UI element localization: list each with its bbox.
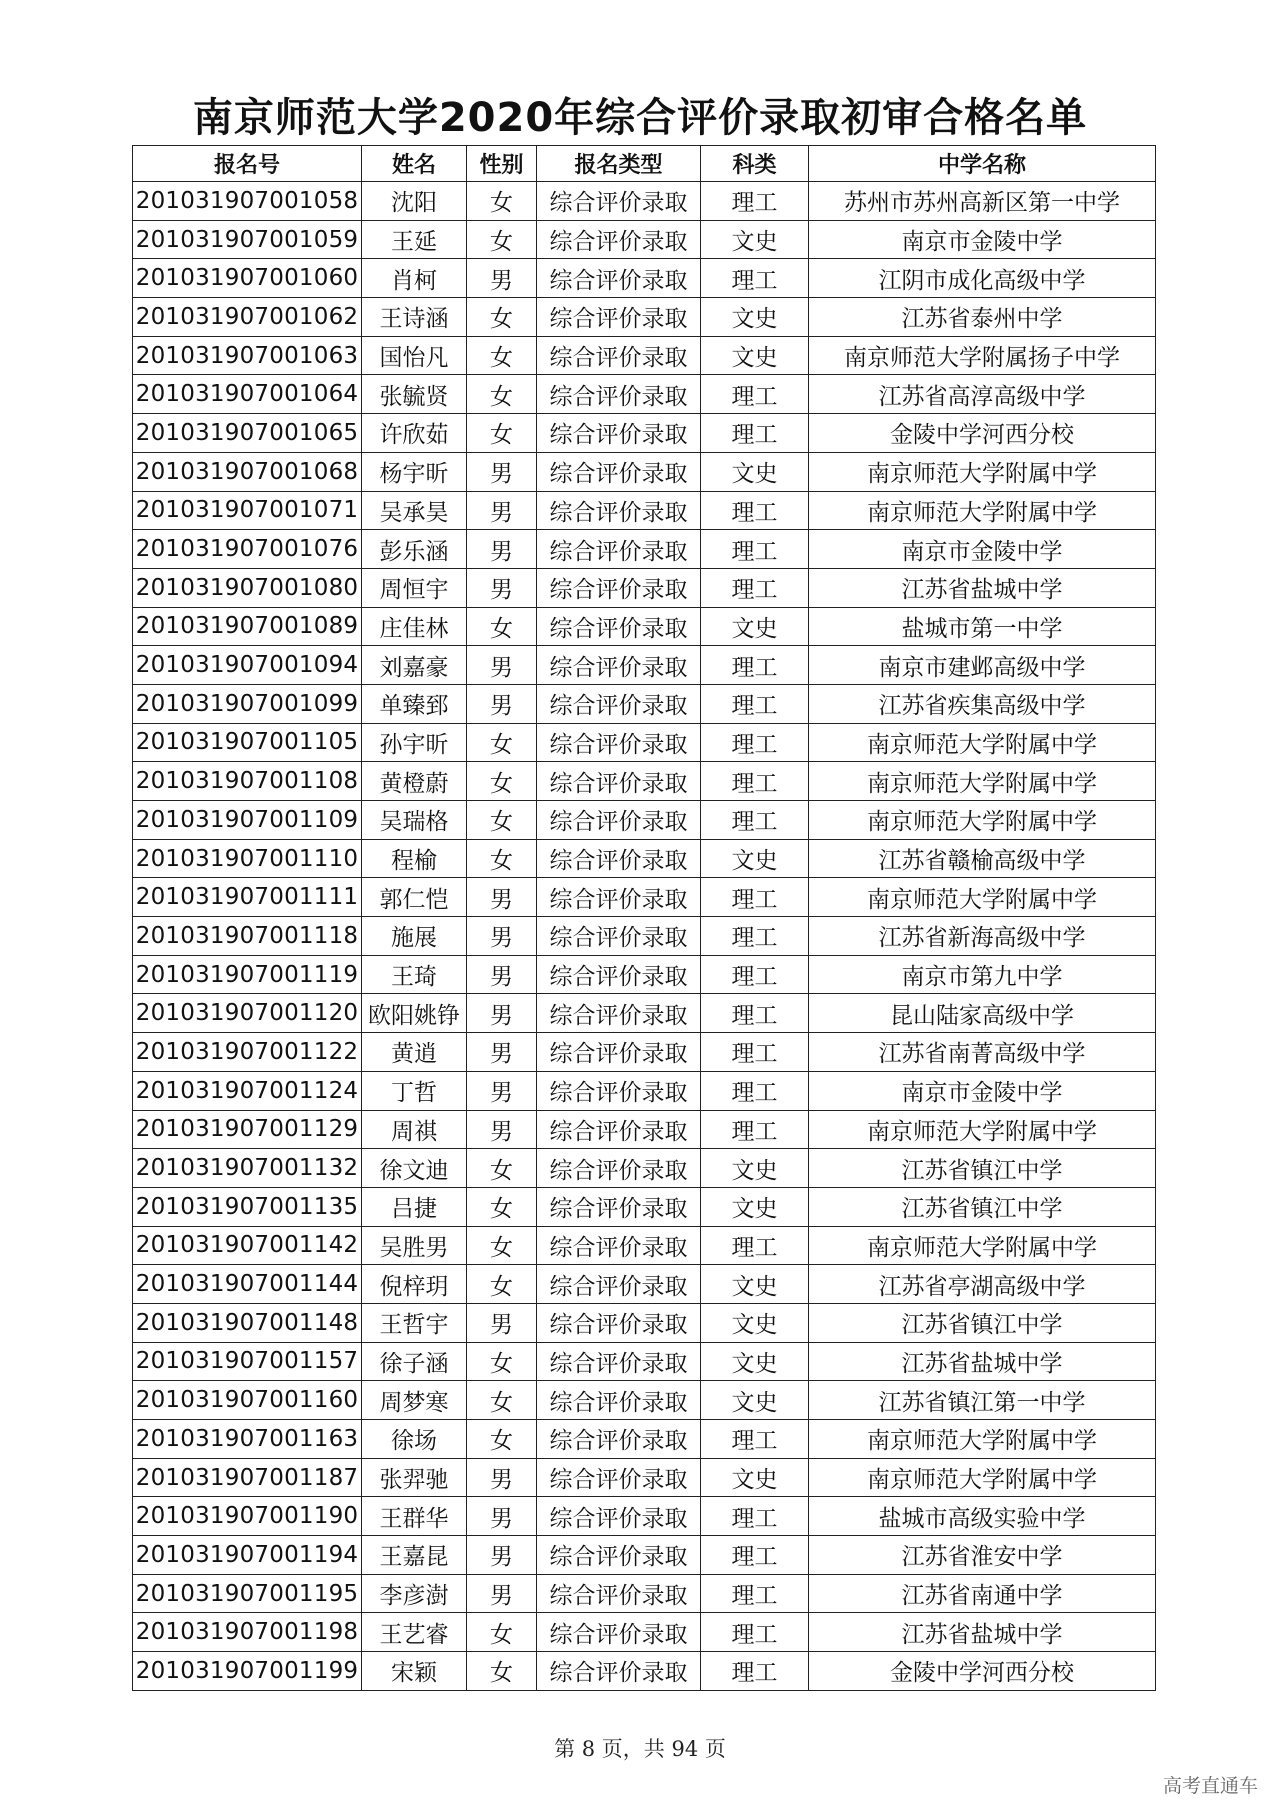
cell-gender: 男 <box>467 994 537 1033</box>
cell-subject-category: 理工 <box>701 994 809 1033</box>
cell-gender: 女 <box>467 298 537 337</box>
table-row <box>133 414 1156 453</box>
table-row <box>133 917 1156 956</box>
cell-application-type: 综合评价录取 <box>537 646 701 685</box>
cell-application-type: 综合评价录取 <box>537 1265 701 1304</box>
header-application-type: 报名类型 <box>537 146 701 182</box>
cell-application-type: 综合评价录取 <box>537 878 701 917</box>
table-row <box>133 491 1156 530</box>
cell-school-name: 江苏省疾集高级中学 <box>809 684 1156 723</box>
cell-registration-number: 201031907001129 <box>133 1110 362 1149</box>
cell-registration-number: 201031907001157 <box>133 1342 362 1381</box>
page-number: 第 8 页，共 94 页 <box>554 1737 726 1761</box>
cell-registration-number: 201031907001060 <box>133 259 362 298</box>
cell-application-type: 综合评价录取 <box>537 684 701 723</box>
cell-registration-number: 201031907001198 <box>133 1613 362 1652</box>
cell-subject-category: 文史 <box>701 1342 809 1381</box>
cell-school-name: 南京师范大学附属中学 <box>809 762 1156 801</box>
cell-school-name: 南京师范大学附属中学 <box>809 452 1156 491</box>
table-row <box>133 1071 1156 1110</box>
cell-school-name: 南京师范大学附属扬子中学 <box>809 336 1156 375</box>
cell-application-type: 综合评价录取 <box>537 298 701 337</box>
cell-name: 周梦寒 <box>362 1381 467 1420</box>
cell-name: 王延 <box>362 220 467 259</box>
cell-gender: 男 <box>467 917 537 956</box>
table-row <box>133 994 1156 1033</box>
cell-subject-category: 文史 <box>701 1381 809 1420</box>
table-row <box>133 259 1156 298</box>
cell-registration-number: 201031907001148 <box>133 1303 362 1342</box>
cell-gender: 男 <box>467 1033 537 1072</box>
table-row <box>133 1652 1156 1691</box>
cell-school-name: 金陵中学河西分校 <box>809 1652 1156 1691</box>
cell-application-type: 综合评价录取 <box>537 1342 701 1381</box>
cell-subject-category: 理工 <box>701 259 809 298</box>
cell-name: 国怡凡 <box>362 336 467 375</box>
cell-subject-category: 理工 <box>701 375 809 414</box>
cell-subject-category: 理工 <box>701 530 809 569</box>
cell-registration-number: 201031907001122 <box>133 1033 362 1072</box>
table-row <box>133 220 1156 259</box>
cell-subject-category: 理工 <box>701 723 809 762</box>
table-row <box>133 1536 1156 1575</box>
cell-registration-number: 201031907001105 <box>133 723 362 762</box>
cell-school-name: 盐城市第一中学 <box>809 607 1156 646</box>
cell-application-type: 综合评价录取 <box>537 607 701 646</box>
cell-application-type: 综合评价录取 <box>537 1303 701 1342</box>
cell-subject-category: 理工 <box>701 1613 809 1652</box>
cell-subject-category: 理工 <box>701 801 809 840</box>
cell-subject-category: 理工 <box>701 1110 809 1149</box>
cell-application-type: 综合评价录取 <box>537 182 701 221</box>
cell-registration-number: 201031907001059 <box>133 220 362 259</box>
cell-name: 倪梓玥 <box>362 1265 467 1304</box>
cell-application-type: 综合评价录取 <box>537 530 701 569</box>
cell-school-name: 江苏省盐城中学 <box>809 1613 1156 1652</box>
cell-registration-number: 201031907001120 <box>133 994 362 1033</box>
cell-subject-category: 理工 <box>701 762 809 801</box>
table-row <box>133 607 1156 646</box>
cell-gender: 女 <box>467 762 537 801</box>
cell-school-name: 南京师范大学附属中学 <box>809 878 1156 917</box>
cell-gender: 男 <box>467 1458 537 1497</box>
cell-school-name: 江苏省镇江中学 <box>809 1187 1156 1226</box>
cell-application-type: 综合评价录取 <box>537 1187 701 1226</box>
cell-registration-number: 201031907001195 <box>133 1574 362 1613</box>
cell-registration-number: 201031907001111 <box>133 878 362 917</box>
table-row <box>133 723 1156 762</box>
table-row <box>133 1149 1156 1188</box>
cell-school-name: 南京市金陵中学 <box>809 530 1156 569</box>
cell-gender: 男 <box>467 1536 537 1575</box>
cell-gender: 女 <box>467 801 537 840</box>
cell-school-name: 南京师范大学附属中学 <box>809 1226 1156 1265</box>
cell-name: 李彦澍 <box>362 1574 467 1613</box>
table-row <box>133 1342 1156 1381</box>
cell-subject-category: 理工 <box>701 646 809 685</box>
cell-school-name: 南京市金陵中学 <box>809 1071 1156 1110</box>
cell-registration-number: 201031907001199 <box>133 1652 362 1691</box>
cell-school-name: 江苏省南通中学 <box>809 1574 1156 1613</box>
cell-registration-number: 201031907001094 <box>133 646 362 685</box>
cell-registration-number: 201031907001124 <box>133 1071 362 1110</box>
cell-registration-number: 201031907001108 <box>133 762 362 801</box>
cell-application-type: 综合评价录取 <box>537 1226 701 1265</box>
cell-name: 吴承昊 <box>362 491 467 530</box>
cell-subject-category: 理工 <box>701 1226 809 1265</box>
cell-school-name: 江苏省镇江中学 <box>809 1149 1156 1188</box>
cell-subject-category: 文史 <box>701 1187 809 1226</box>
cell-name: 王琦 <box>362 955 467 994</box>
cell-application-type: 综合评价录取 <box>537 1536 701 1575</box>
cell-application-type: 综合评价录取 <box>537 568 701 607</box>
cell-subject-category: 理工 <box>701 1497 809 1536</box>
cell-gender: 女 <box>467 220 537 259</box>
page-title: 南京师范大学2020年综合评价录取初审合格名单 <box>192 95 1088 141</box>
cell-name: 吴胜男 <box>362 1226 467 1265</box>
cell-registration-number: 201031907001076 <box>133 530 362 569</box>
cell-subject-category: 理工 <box>701 1652 809 1691</box>
header-school-name: 中学名称 <box>809 146 1156 182</box>
table-row <box>133 1303 1156 1342</box>
cell-application-type: 综合评价录取 <box>537 1420 701 1459</box>
cell-school-name: 苏州市苏州高新区第一中学 <box>809 182 1156 221</box>
cell-school-name: 金陵中学河西分校 <box>809 414 1156 453</box>
table-row <box>133 452 1156 491</box>
cell-name: 杨宇昕 <box>362 452 467 491</box>
cell-application-type: 综合评价录取 <box>537 1110 701 1149</box>
cell-application-type: 综合评价录取 <box>537 1613 701 1652</box>
cell-gender: 男 <box>467 684 537 723</box>
cell-subject-category: 文史 <box>701 298 809 337</box>
cell-application-type: 综合评价录取 <box>537 801 701 840</box>
cell-name: 程榆 <box>362 839 467 878</box>
cell-school-name: 江苏省泰州中学 <box>809 298 1156 337</box>
cell-registration-number: 201031907001064 <box>133 375 362 414</box>
cell-name: 施展 <box>362 917 467 956</box>
cell-gender: 女 <box>467 1149 537 1188</box>
table-row <box>133 182 1156 221</box>
table-row <box>133 878 1156 917</box>
cell-school-name: 江苏省高淳高级中学 <box>809 375 1156 414</box>
cell-subject-category: 文史 <box>701 1303 809 1342</box>
cell-application-type: 综合评价录取 <box>537 839 701 878</box>
cell-gender: 男 <box>467 1574 537 1613</box>
cell-name: 周恒宇 <box>362 568 467 607</box>
cell-application-type: 综合评价录取 <box>537 762 701 801</box>
cell-gender: 女 <box>467 1652 537 1691</box>
cell-gender: 女 <box>467 375 537 414</box>
cell-gender: 男 <box>467 452 537 491</box>
cell-name: 宋颖 <box>362 1652 467 1691</box>
cell-subject-category: 理工 <box>701 1033 809 1072</box>
cell-name: 张羿驰 <box>362 1458 467 1497</box>
cell-gender: 女 <box>467 1187 537 1226</box>
cell-application-type: 综合评价录取 <box>537 1497 701 1536</box>
cell-application-type: 综合评价录取 <box>537 414 701 453</box>
cell-name: 肖柯 <box>362 259 467 298</box>
cell-subject-category: 文史 <box>701 1265 809 1304</box>
cell-subject-category: 文史 <box>701 607 809 646</box>
cell-registration-number: 201031907001068 <box>133 452 362 491</box>
cell-school-name: 江苏省盐城中学 <box>809 568 1156 607</box>
cell-application-type: 综合评价录取 <box>537 452 701 491</box>
table-row <box>133 1187 1156 1226</box>
cell-subject-category: 理工 <box>701 414 809 453</box>
cell-school-name: 江苏省盐城中学 <box>809 1342 1156 1381</box>
cell-subject-category: 理工 <box>701 917 809 956</box>
cell-subject-category: 文史 <box>701 452 809 491</box>
cell-school-name: 江苏省亭湖高级中学 <box>809 1265 1156 1304</box>
cell-name: 许欣茹 <box>362 414 467 453</box>
cell-subject-category: 理工 <box>701 182 809 221</box>
cell-school-name: 南京师范大学附属中学 <box>809 1110 1156 1149</box>
cell-application-type: 综合评价录取 <box>537 994 701 1033</box>
cell-name: 周祺 <box>362 1110 467 1149</box>
cell-registration-number: 201031907001065 <box>133 414 362 453</box>
table-row <box>133 1458 1156 1497</box>
cell-subject-category: 理工 <box>701 491 809 530</box>
cell-application-type: 综合评价录取 <box>537 220 701 259</box>
cell-name: 郭仁恺 <box>362 878 467 917</box>
cell-gender: 男 <box>467 491 537 530</box>
cell-school-name: 南京师范大学附属中学 <box>809 491 1156 530</box>
cell-name: 孙宇昕 <box>362 723 467 762</box>
cell-name: 庄佳林 <box>362 607 467 646</box>
cell-application-type: 综合评价录取 <box>537 1071 701 1110</box>
cell-registration-number: 201031907001194 <box>133 1536 362 1575</box>
table-row <box>133 375 1156 414</box>
cell-registration-number: 201031907001071 <box>133 491 362 530</box>
cell-gender: 男 <box>467 646 537 685</box>
table-row <box>133 1381 1156 1420</box>
cell-gender: 男 <box>467 1110 537 1149</box>
cell-subject-category: 理工 <box>701 1574 809 1613</box>
cell-application-type: 综合评价录取 <box>537 491 701 530</box>
table-row <box>133 955 1156 994</box>
table-row <box>133 298 1156 337</box>
cell-school-name: 江苏省淮安中学 <box>809 1536 1156 1575</box>
cell-gender: 女 <box>467 839 537 878</box>
cell-name: 彭乐涵 <box>362 530 467 569</box>
cell-name: 黄逍 <box>362 1033 467 1072</box>
header-registration-number: 报名号 <box>133 146 362 182</box>
cell-name: 欧阳姚铮 <box>362 994 467 1033</box>
cell-registration-number: 201031907001144 <box>133 1265 362 1304</box>
cell-subject-category: 理工 <box>701 1420 809 1459</box>
cell-application-type: 综合评价录取 <box>537 375 701 414</box>
cell-registration-number: 201031907001109 <box>133 801 362 840</box>
cell-application-type: 综合评价录取 <box>537 917 701 956</box>
cell-gender: 男 <box>467 530 537 569</box>
cell-school-name: 江苏省新海高级中学 <box>809 917 1156 956</box>
cell-gender: 男 <box>467 878 537 917</box>
cell-name: 黄橙蔚 <box>362 762 467 801</box>
header-name: 姓名 <box>362 146 467 182</box>
cell-school-name: 盐城市高级实验中学 <box>809 1497 1156 1536</box>
cell-name: 张毓贤 <box>362 375 467 414</box>
cell-application-type: 综合评价录取 <box>537 336 701 375</box>
cell-gender: 女 <box>467 723 537 762</box>
cell-school-name: 江苏省镇江中学 <box>809 1303 1156 1342</box>
cell-registration-number: 201031907001110 <box>133 839 362 878</box>
cell-registration-number: 201031907001099 <box>133 684 362 723</box>
cell-application-type: 综合评价录取 <box>537 1652 701 1691</box>
table-row <box>133 839 1156 878</box>
cell-subject-category: 文史 <box>701 336 809 375</box>
cell-gender: 女 <box>467 1381 537 1420</box>
cell-name: 王嘉昆 <box>362 1536 467 1575</box>
cell-name: 王哲宇 <box>362 1303 467 1342</box>
cell-school-name: 南京师范大学附属中学 <box>809 801 1156 840</box>
table-row <box>133 1613 1156 1652</box>
cell-name: 吴瑞格 <box>362 801 467 840</box>
cell-school-name: 江苏省赣榆高级中学 <box>809 839 1156 878</box>
cell-registration-number: 201031907001135 <box>133 1187 362 1226</box>
cell-application-type: 综合评价录取 <box>537 1458 701 1497</box>
cell-registration-number: 201031907001142 <box>133 1226 362 1265</box>
cell-name: 丁哲 <box>362 1071 467 1110</box>
cell-gender: 女 <box>467 1226 537 1265</box>
cell-subject-category: 文史 <box>701 839 809 878</box>
cell-application-type: 综合评价录取 <box>537 1149 701 1188</box>
cell-registration-number: 201031907001190 <box>133 1497 362 1536</box>
cell-application-type: 综合评价录取 <box>537 955 701 994</box>
cell-gender: 男 <box>467 955 537 994</box>
cell-name: 徐子涵 <box>362 1342 467 1381</box>
cell-registration-number: 201031907001080 <box>133 568 362 607</box>
table-row <box>133 1110 1156 1149</box>
table-body <box>133 182 1156 1691</box>
cell-registration-number: 201031907001132 <box>133 1149 362 1188</box>
cell-subject-category: 文史 <box>701 1458 809 1497</box>
table-row <box>133 684 1156 723</box>
cell-school-name: 昆山陆家高级中学 <box>809 994 1156 1033</box>
cell-gender: 男 <box>467 1071 537 1110</box>
table-row <box>133 1226 1156 1265</box>
cell-gender: 男 <box>467 568 537 607</box>
cell-school-name: 江苏省镇江第一中学 <box>809 1381 1156 1420</box>
cell-registration-number: 201031907001118 <box>133 917 362 956</box>
table-row <box>133 646 1156 685</box>
cell-gender: 女 <box>467 1420 537 1459</box>
table-row <box>133 1574 1156 1613</box>
cell-subject-category: 理工 <box>701 955 809 994</box>
table-row <box>133 762 1156 801</box>
cell-name: 沈阳 <box>362 182 467 221</box>
cell-gender: 男 <box>467 1497 537 1536</box>
cell-registration-number: 201031907001058 <box>133 182 362 221</box>
cell-school-name: 江阴市成化高级中学 <box>809 259 1156 298</box>
cell-subject-category: 理工 <box>701 568 809 607</box>
cell-gender: 女 <box>467 182 537 221</box>
table-row <box>133 1265 1156 1304</box>
cell-application-type: 综合评价录取 <box>537 259 701 298</box>
cell-gender: 女 <box>467 336 537 375</box>
cell-name: 徐场 <box>362 1420 467 1459</box>
table-row <box>133 1497 1156 1536</box>
table-row <box>133 568 1156 607</box>
table-header-row <box>133 146 1156 182</box>
header-subject-category: 科类 <box>701 146 809 182</box>
cell-school-name: 南京市第九中学 <box>809 955 1156 994</box>
cell-subject-category: 文史 <box>701 1149 809 1188</box>
cell-gender: 女 <box>467 414 537 453</box>
cell-school-name: 江苏省南菁高级中学 <box>809 1033 1156 1072</box>
cell-registration-number: 201031907001160 <box>133 1381 362 1420</box>
cell-application-type: 综合评价录取 <box>537 1033 701 1072</box>
cell-name: 徐文迪 <box>362 1149 467 1188</box>
cell-registration-number: 201031907001163 <box>133 1420 362 1459</box>
cell-application-type: 综合评价录取 <box>537 723 701 762</box>
cell-gender: 女 <box>467 607 537 646</box>
admission-list-table <box>132 145 1156 1691</box>
cell-subject-category: 文史 <box>701 220 809 259</box>
cell-name: 刘嘉豪 <box>362 646 467 685</box>
cell-name: 吕捷 <box>362 1187 467 1226</box>
cell-subject-category: 理工 <box>701 684 809 723</box>
table-row <box>133 801 1156 840</box>
cell-application-type: 综合评价录取 <box>537 1381 701 1420</box>
watermark-text: 高考直通车 <box>1162 1775 1258 1797</box>
cell-registration-number: 201031907001187 <box>133 1458 362 1497</box>
cell-gender: 男 <box>467 1303 537 1342</box>
table-row <box>133 336 1156 375</box>
cell-gender: 女 <box>467 1613 537 1652</box>
cell-subject-category: 理工 <box>701 1536 809 1575</box>
cell-school-name: 南京师范大学附属中学 <box>809 1458 1156 1497</box>
cell-gender: 女 <box>467 1342 537 1381</box>
cell-registration-number: 201031907001063 <box>133 336 362 375</box>
cell-subject-category: 理工 <box>701 1071 809 1110</box>
header-gender: 性别 <box>467 146 537 182</box>
cell-subject-category: 理工 <box>701 878 809 917</box>
cell-school-name: 南京市建邺高级中学 <box>809 646 1156 685</box>
cell-name: 王群华 <box>362 1497 467 1536</box>
table-row <box>133 1033 1156 1072</box>
cell-name: 王诗涵 <box>362 298 467 337</box>
table-row <box>133 530 1156 569</box>
table-row <box>133 1420 1156 1459</box>
cell-registration-number: 201031907001089 <box>133 607 362 646</box>
cell-school-name: 南京市金陵中学 <box>809 220 1156 259</box>
cell-gender: 女 <box>467 1265 537 1304</box>
cell-school-name: 南京师范大学附属中学 <box>809 1420 1156 1459</box>
cell-name: 单臻郅 <box>362 684 467 723</box>
cell-registration-number: 201031907001062 <box>133 298 362 337</box>
cell-application-type: 综合评价录取 <box>537 1574 701 1613</box>
cell-gender: 男 <box>467 259 537 298</box>
cell-registration-number: 201031907001119 <box>133 955 362 994</box>
cell-name: 王艺睿 <box>362 1613 467 1652</box>
cell-school-name: 南京师范大学附属中学 <box>809 723 1156 762</box>
